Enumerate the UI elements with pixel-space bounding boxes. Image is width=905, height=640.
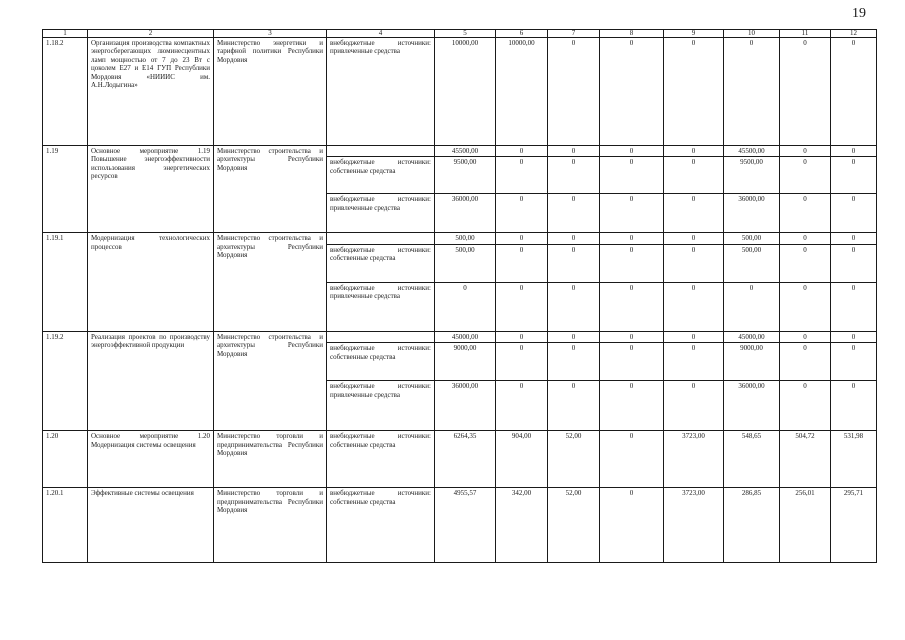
amount-cell: 45500,00 [435,146,496,157]
amount-cell: 9000,00 [435,343,496,381]
amount-cell: 0 [496,282,548,331]
executor: Министерство торговли и предпринимательства Республики Мордовия [214,431,327,488]
amount-cell: 295,71 [831,488,877,563]
amount-cell: 0 [831,244,877,282]
amount-cell: 500,00 [435,244,496,282]
amount-cell: 0 [664,233,724,244]
amount-cell: 0 [664,343,724,381]
column-number: 5 [435,30,496,38]
amount-cell: 9500,00 [724,157,780,194]
amount-cell: 0 [600,331,664,342]
amount-cell: 0 [600,157,664,194]
amount-cell: 0 [780,194,831,233]
amount-cell: 0 [664,194,724,233]
column-number: 12 [831,30,877,38]
amount-cell: 0 [780,233,831,244]
measure-name: Эффективные системы освещения [88,488,214,563]
funding-source [327,331,435,342]
amount-cell: 256,01 [780,488,831,563]
amount-cell: 0 [664,282,724,331]
amount-cell: 0 [548,282,600,331]
funding-source: внебюджетные источники: собственные средства [327,488,435,563]
amount-cell: 548,65 [724,431,780,488]
amount-cell: 52,00 [548,431,600,488]
column-number: 11 [780,30,831,38]
funding-source: внебюджетные источники: привлеченные средства [327,282,435,331]
amount-cell: 52,00 [548,488,600,563]
amount-cell: 0 [831,343,877,381]
column-number: 8 [600,30,664,38]
table-row [43,233,877,244]
measure-code: 1.20.1 [43,488,88,563]
measure-code: 1.19.2 [43,331,88,430]
measure-name: Модернизация технологических процессов [88,233,214,331]
amount-cell: 0 [831,146,877,157]
amount-cell: 0 [600,146,664,157]
amount-cell: 0 [496,343,548,381]
amount-cell: 531,98 [831,431,877,488]
measure-code: 1.19.1 [43,233,88,331]
measure-code: 1.20 [43,431,88,488]
amount-cell: 342,00 [496,488,548,563]
measure-name: Организация производства компактных энергосберегающих люминесцентных ламп мощностью от 7 до 23 Вт с цоколем Е27 и Е14 ГУП Республики Мордовия «НИИИС им. А.Н.Лодыгина» [88,38,214,146]
amount-cell: 500,00 [724,244,780,282]
amount-cell: 0 [664,381,724,431]
amount-cell: 45000,00 [724,331,780,342]
amount-cell: 0 [664,38,724,146]
funding-source: внебюджетные источники: собственные средства [327,157,435,194]
executor: Министерство энергетики и тарифной политики Республики Мордовия [214,38,327,146]
amount-cell: 0 [435,282,496,331]
table-row [43,146,877,157]
funding-source: внебюджетные источники: собственные средства [327,244,435,282]
amount-cell: 0 [600,233,664,244]
amount-cell: 4955,57 [435,488,496,563]
amount-cell: 0 [724,38,780,146]
amount-cell: 10000,00 [435,38,496,146]
measure-name: Реализация проектов по производству энергоэффективной продукции [88,331,214,430]
amount-cell: 3723,00 [664,431,724,488]
column-number: 9 [664,30,724,38]
amount-cell: 500,00 [435,233,496,244]
amount-cell: 0 [600,194,664,233]
column-number-row [43,30,877,38]
amount-cell: 286,85 [724,488,780,563]
amount-cell: 0 [831,381,877,431]
amount-cell: 0 [831,233,877,244]
amount-cell: 0 [496,146,548,157]
column-number: 10 [724,30,780,38]
amount-cell: 0 [831,331,877,342]
executor: Министерство строительства и архитектуры Республики Мордовия [214,146,327,233]
amount-cell: 0 [780,244,831,282]
amount-cell: 0 [664,331,724,342]
amount-cell: 0 [724,282,780,331]
column-number: 7 [548,30,600,38]
amount-cell: 504,72 [780,431,831,488]
amount-cell: 0 [780,381,831,431]
amount-cell: 6264,35 [435,431,496,488]
amount-cell: 0 [600,431,664,488]
amount-cell: 0 [496,331,548,342]
amount-cell: 3723,00 [664,488,724,563]
amount-cell: 0 [548,194,600,233]
table-body [43,38,877,563]
table-row [43,331,877,342]
amount-cell: 36000,00 [435,194,496,233]
amount-cell: 500,00 [724,233,780,244]
amount-cell: 0 [664,157,724,194]
table-row [43,431,877,488]
amount-cell: 0 [780,282,831,331]
amount-cell: 45500,00 [724,146,780,157]
amount-cell: 0 [780,343,831,381]
amount-cell: 0 [548,38,600,146]
amount-cell: 0 [496,381,548,431]
column-number: 6 [496,30,548,38]
column-number: 3 [214,30,327,38]
amount-cell: 36000,00 [724,381,780,431]
amount-cell: 0 [548,233,600,244]
table-row [43,38,877,146]
amount-cell: 0 [600,38,664,146]
column-number: 1 [43,30,88,38]
table-header [43,30,877,38]
amount-cell: 0 [664,244,724,282]
amount-cell: 0 [600,244,664,282]
amount-cell: 0 [496,194,548,233]
column-number: 4 [327,30,435,38]
amount-cell: 0 [548,244,600,282]
amount-cell: 9000,00 [724,343,780,381]
amount-cell: 0 [664,146,724,157]
amount-cell: 0 [600,488,664,563]
funding-source [327,146,435,157]
amount-cell: 45000,00 [435,331,496,342]
budget-table [42,29,877,563]
amount-cell: 10000,00 [496,38,548,146]
amount-cell: 0 [600,282,664,331]
amount-cell: 0 [831,282,877,331]
amount-cell: 0 [548,343,600,381]
amount-cell: 0 [831,194,877,233]
executor: Министерство строительства и архитектуры Республики Мордовия [214,233,327,331]
funding-source: внебюджетные источники: привлеченные средства [327,38,435,146]
amount-cell: 36000,00 [724,194,780,233]
funding-source [327,233,435,244]
amount-cell: 0 [496,233,548,244]
table-row [43,488,877,563]
column-number: 2 [88,30,214,38]
funding-source: внебюджетные источники: собственные средства [327,431,435,488]
amount-cell: 0 [780,157,831,194]
amount-cell: 0 [496,244,548,282]
amount-cell: 0 [831,38,877,146]
amount-cell: 0 [831,157,877,194]
amount-cell: 0 [780,146,831,157]
measure-code: 1.18.2 [43,38,88,146]
page-number: 19 [852,6,866,21]
funding-source: внебюджетные источники: привлеченные средства [327,194,435,233]
measure-name: Основное мероприятие 1.19 Повышение энергоэффективности использования энергетических ресурсов [88,146,214,233]
executor: Министерство торговли и предпринимательства Республики Мордовия [214,488,327,563]
amount-cell: 0 [496,157,548,194]
funding-source: внебюджетные источники: привлеченные средства [327,381,435,431]
amount-cell: 0 [548,381,600,431]
measure-name: Основное мероприятие 1.20 Модернизация системы освещения [88,431,214,488]
amount-cell: 0 [780,331,831,342]
amount-cell: 0 [548,146,600,157]
executor: Министерство строительства и архитектуры Республики Мордовия [214,331,327,430]
funding-source: внебюджетные источники: собственные средства [327,343,435,381]
amount-cell: 0 [600,343,664,381]
measure-code: 1.19 [43,146,88,233]
amount-cell: 904,00 [496,431,548,488]
amount-cell: 9500,00 [435,157,496,194]
amount-cell: 36000,00 [435,381,496,431]
amount-cell: 0 [780,38,831,146]
amount-cell: 0 [548,157,600,194]
amount-cell: 0 [548,331,600,342]
amount-cell: 0 [600,381,664,431]
